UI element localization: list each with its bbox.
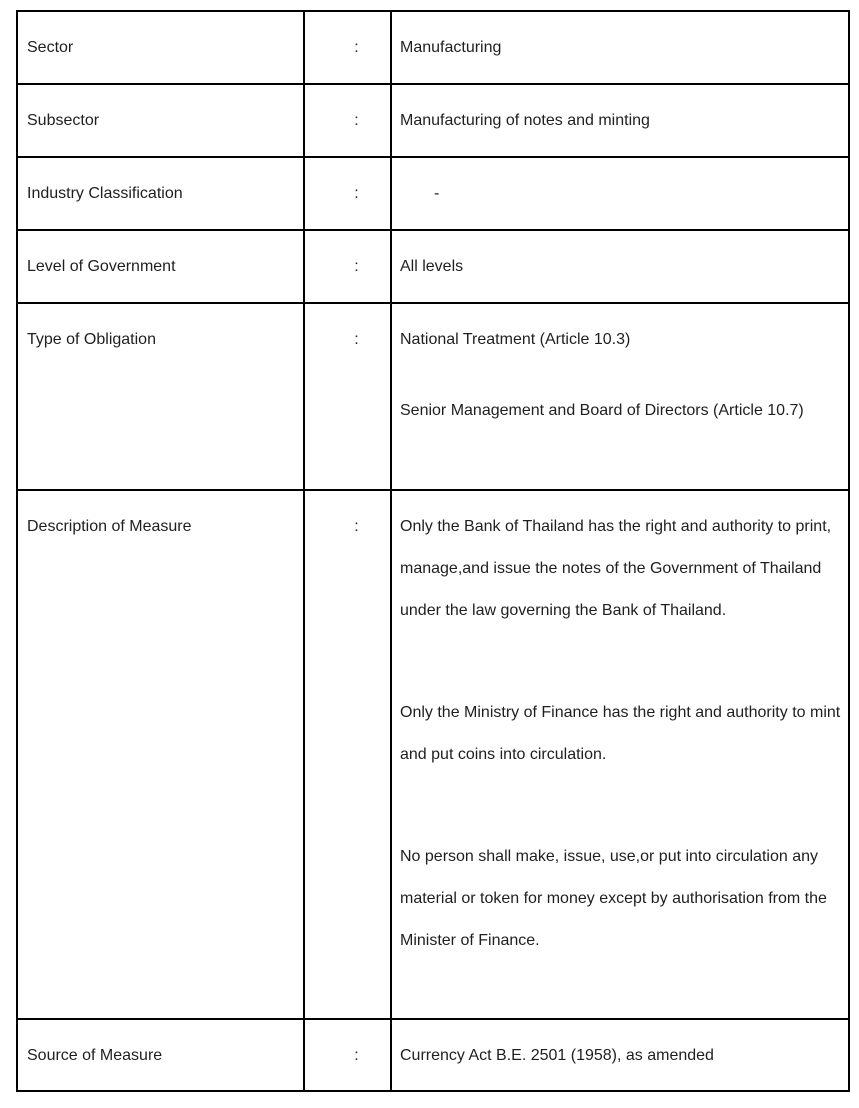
colon-separator: : [304, 84, 391, 157]
description-paragraph: Only the Bank of Thailand has the right and authority to print, manage,and issue the notes of the Government of Thailand under the law governing the Bank of Thailand. [400, 518, 832, 619]
row-label-description-of-measure: Description of Measure [17, 490, 304, 1019]
description-paragraph: Only the Ministry of Finance has the right and authority to mint and put coins into circulation. [400, 704, 841, 763]
row-value-type-of-obligation [391, 303, 849, 490]
table-row-industry-classification [17, 157, 849, 230]
row-value-level-of-government: All levels [391, 230, 849, 303]
obligation-paragraph: National Treatment (Article 10.3) [400, 331, 631, 348]
colon-separator: : [304, 303, 391, 490]
row-label-type-of-obligation: Type of Obligation [17, 303, 304, 490]
row-label-subsector: Subsector [17, 84, 304, 157]
table-row-type-of-obligation [17, 303, 849, 490]
colon-separator: : [304, 490, 391, 1019]
measure-details-table [16, 10, 850, 1092]
table-row-description-of-measure [17, 490, 849, 1019]
colon-separator: : [304, 11, 391, 84]
row-value-subsector: Manufacturing of notes and minting [391, 84, 849, 157]
row-label-sector: Sector [17, 11, 304, 84]
row-value-industry-classification: - [391, 157, 849, 230]
obligation-paragraph: Senior Management and Board of Directors (Article 10.7) [400, 402, 804, 419]
row-value-description-of-measure [391, 490, 849, 1019]
table-row-source-of-measure [17, 1019, 849, 1091]
row-value-sector: Manufacturing [391, 11, 849, 84]
row-label-source-of-measure: Source of Measure [17, 1019, 304, 1091]
colon-separator: : [304, 1019, 391, 1091]
colon-separator: : [304, 230, 391, 303]
table-row-subsector [17, 84, 849, 157]
description-paragraph: No person shall make, issue, use,or put into circulation any material or token for money except by authorisation from the Minister of Finance. [400, 848, 827, 949]
row-label-industry-classification: Industry Classification [17, 157, 304, 230]
row-label-level-of-government: Level of Government [17, 230, 304, 303]
table-row-level-of-government [17, 230, 849, 303]
colon-separator: : [304, 157, 391, 230]
table-row-sector [17, 11, 849, 84]
row-value-source-of-measure: Currency Act B.E. 2501 (1958), as amended [391, 1019, 849, 1091]
